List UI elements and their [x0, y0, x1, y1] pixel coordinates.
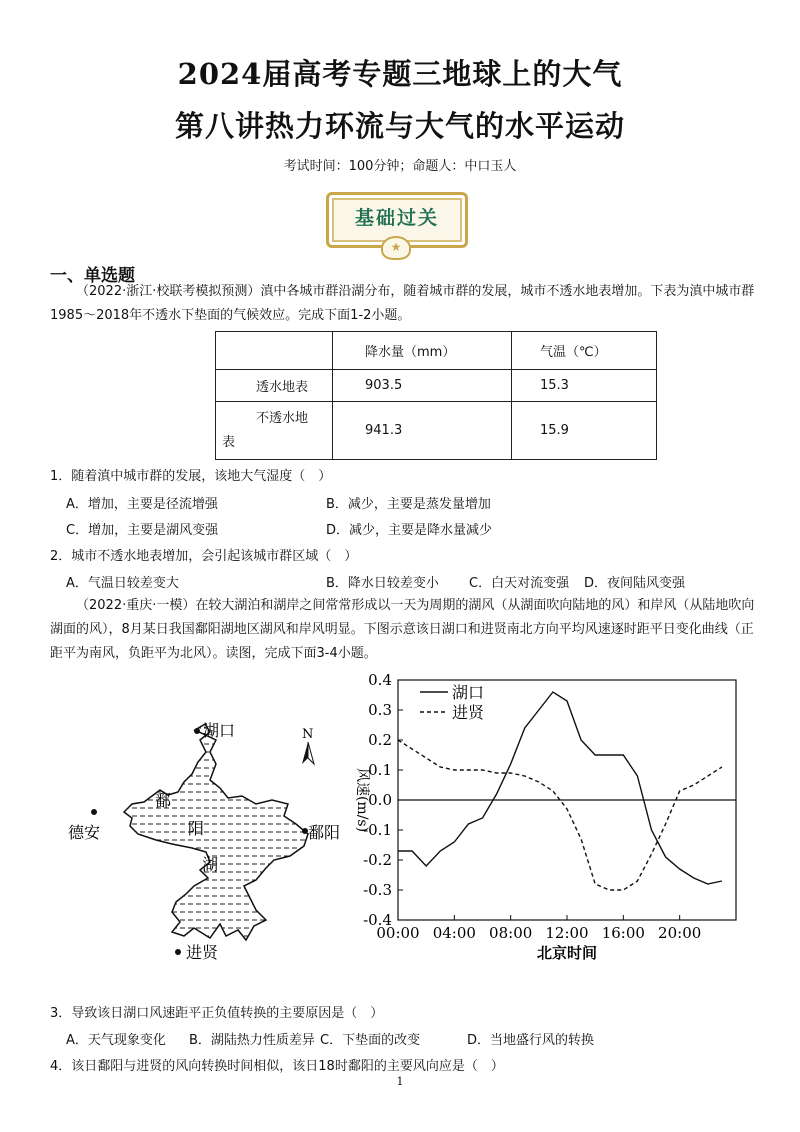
question-4-stem: 4．该日鄱阳与进贤的风向转换时间相似，该日18时鄱阳的主要风向应是（ ）	[50, 1059, 504, 1074]
y-tick-label: -0.1	[363, 821, 392, 839]
exam-meta: 考试时间：100分钟；命题人：中口玉人	[283, 159, 517, 174]
question-1-option-a[interactable]: A．增加，主要是径流增强	[66, 497, 218, 512]
legend-label-2: 进贤	[452, 703, 485, 722]
table-header-empty	[216, 332, 333, 370]
wind-speed-chart	[340, 668, 760, 968]
badge-label: 基础过关	[354, 207, 439, 229]
table-header-precip: 降水量（mm）	[333, 332, 512, 370]
y-tick-label: 0.0	[368, 791, 392, 809]
x-tick-label: 04:00	[432, 924, 476, 942]
page-number: 1	[396, 1075, 404, 1088]
question-3-option-c[interactable]: C．下垫面的改变	[320, 1033, 421, 1048]
question-1-option-d[interactable]: D．减少，主要是降水量减少	[326, 523, 493, 538]
y-tick-label: -0.4	[363, 911, 392, 929]
table-row-label: 透水地表	[216, 370, 333, 402]
y-tick-label: -0.3	[363, 881, 392, 899]
lake-outline	[124, 724, 308, 940]
question-2-option-d[interactable]: D．夜间陆风变强	[584, 576, 686, 591]
intro-paragraph-2: （2022·重庆·一模）在较大湖泊和湖岸之间常常形成以一天为周期的湖风（从湖面吹向陆地的风）和岸风（从陆地吹向湖面的风），8月某日我国鄱阳湖地区湖风和岸风明显。下图示意该日湖口和进贤南北方向平均风速逐时距平日变化曲线（正距平为南风，负距平为北风）。读图，完成下面3-4小题。	[50, 598, 755, 661]
question-2-option-a[interactable]: A．气温日较差变大	[66, 576, 179, 591]
lake-char-hu: 湖	[202, 855, 219, 874]
x-tick-label: 00:00	[376, 924, 420, 942]
y-tick-label: 0.2	[368, 731, 392, 749]
climate-effect-table	[215, 331, 657, 460]
y-tick-label: 0.4	[368, 671, 392, 689]
question-1-option-b[interactable]: B．减少，主要是蒸发量增加	[326, 497, 491, 512]
star-icon: ★	[381, 236, 411, 260]
table-cell-temp: 15.9	[512, 402, 657, 460]
section-heading: 一、单选题	[50, 266, 135, 286]
x-tick-label: 08:00	[489, 924, 533, 942]
table-cell-precip: 903.5	[333, 370, 512, 402]
table-header-temp: 气温（℃）	[512, 332, 657, 370]
x-axis-label: 北京时间	[536, 944, 598, 962]
series-line-2	[398, 740, 722, 890]
legend-label-1: 湖口	[452, 683, 485, 702]
series-line-1	[398, 692, 722, 884]
question-3-option-a[interactable]: A．天气现象变化	[66, 1033, 166, 1048]
map-label-jinxian: 进贤	[186, 943, 219, 962]
y-tick-label: 0.3	[368, 701, 392, 719]
document-title: 2024届高考专题三地球上的大气	[177, 57, 623, 91]
map-label-hukou: 湖口	[203, 721, 236, 740]
x-tick-label: 20:00	[658, 924, 702, 942]
question-3-stem: 3．导致该日湖口风速距平正负值转换的主要原因是（ ）	[50, 1006, 384, 1021]
y-axis-label: 风速(m/s)	[354, 767, 370, 833]
question-1-stem: 1．随着滇中城市群的发展，该地大气湿度（ ）	[50, 469, 332, 484]
question-3-option-d[interactable]: D．当地盛行风的转换	[467, 1033, 595, 1048]
intro-paragraph-1: （2022·浙江·校联考模拟预测）滇中各城市群沿湖分布，随着城市群的发展，城市不透水地表增加。下表为滇中城市群1985～2018年不透水下垫面的气候效应。完成下面1-2小题。	[50, 284, 755, 323]
table-row-label: 不透水地 表	[216, 402, 333, 460]
lake-char-yang: 阳	[188, 819, 205, 838]
table-cell-temp: 15.3	[512, 370, 657, 402]
poyang-lake-map	[60, 700, 360, 970]
question-1-option-c[interactable]: C．增加，主要是湖风变强	[66, 523, 219, 538]
x-tick-label: 12:00	[545, 924, 589, 942]
lake-char-po: 鄱	[155, 791, 172, 810]
y-tick-label: -0.2	[363, 851, 392, 869]
question-2-stem: 2．城市不透水地表增加，会引起该城市群区域（ ）	[50, 549, 358, 564]
lecture-title: 第八讲热力环流与大气的水平运动	[174, 109, 625, 143]
question-3-option-b[interactable]: B．湖陆热力性质差异	[189, 1033, 315, 1048]
x-tick-label: 16:00	[601, 924, 645, 942]
north-arrow-icon	[302, 727, 314, 764]
map-label-poyang: 鄱阳	[308, 823, 341, 842]
y-tick-label: 0.1	[368, 761, 392, 779]
svg-text:N: N	[302, 727, 314, 742]
map-label-dean: 德安	[68, 823, 101, 842]
question-2-option-c[interactable]: C．白天对流变强	[469, 576, 570, 591]
table-cell-precip: 941.3	[333, 402, 512, 460]
question-2-option-b[interactable]: B．降水日较差变小	[326, 576, 439, 591]
